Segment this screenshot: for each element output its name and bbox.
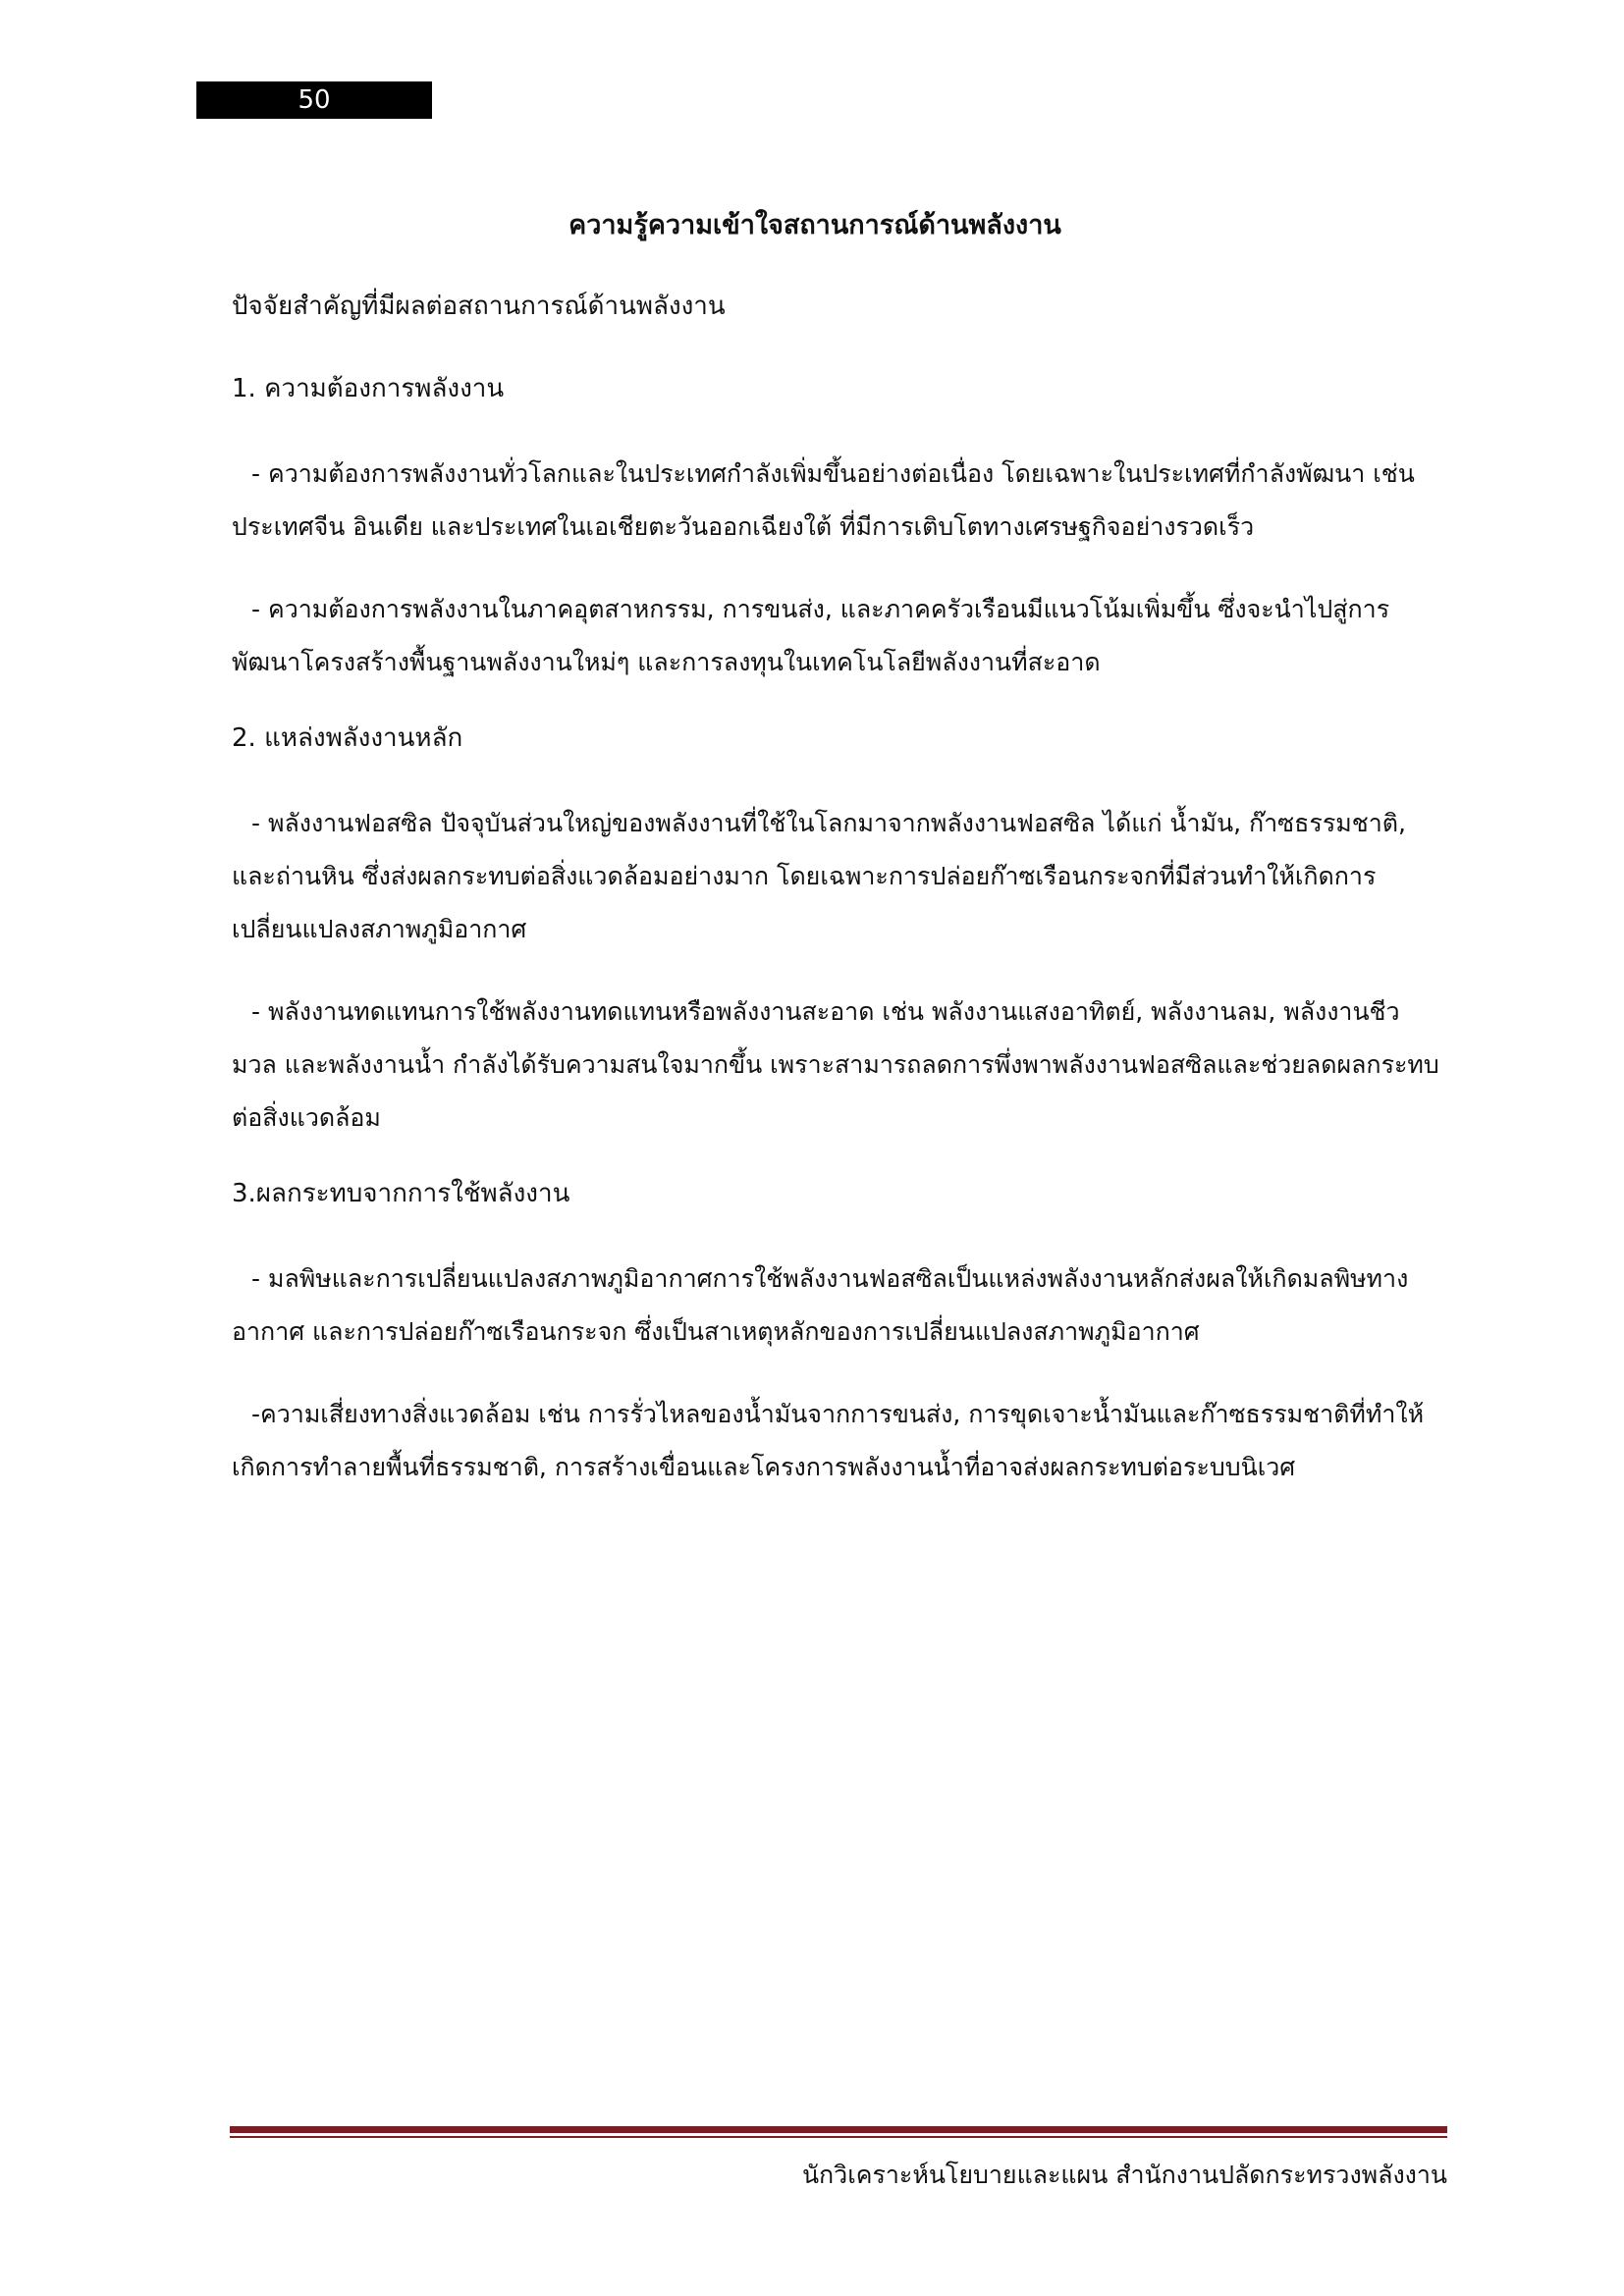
document-body xyxy=(232,287,1439,1523)
footer-rule-thick xyxy=(230,2126,1447,2133)
section-heading: 3.ผลกระทบจากการใช้พลังงาน xyxy=(232,1179,570,1208)
paragraph: -ความเสี่ยงทางสิ่งแวดล้อม เช่น การรั่วไหลของน้ำมันจากการขนส่ง, การขุดเจาะน้ำมันและก๊าซธรรมชาติที่ทำให้เกิดการทำลายพื้นที่ธรรมชาติ, การสร้างเขื่อนและโครงการพลังงานน้ำที่อาจส่งผลกระทบต่อระบบนิเวศ xyxy=(232,1400,1425,1481)
page-number-bar xyxy=(196,81,432,119)
section-main-energy-sources xyxy=(232,719,1439,1145)
section-heading: 2. แหล่งพลังงานหลัก xyxy=(232,723,463,753)
paragraph: - ความต้องการพลังงานในภาคอุตสาหกรรม, การขนส่ง, และภาคครัวเรือนมีแนวโน้มเพิ่มขึ้น ซึ่งจะนำไปสู่การพัฒนาโครงสร้างพื้นฐานพลังงานใหม่ๆ และการลงทุนในเทคโนโลยีพลังงานที่สะอาด xyxy=(232,595,1390,676)
footer-rule-thin xyxy=(230,2136,1447,2138)
paragraph: - มลพิษและการเปลี่ยนแปลงสภาพภูมิอากาศการใช้พลังงานฟอสซิลเป็นแหล่งพลังงานหลักส่งผลให้เกิดมลพิษทางอากาศ และการปล่อยก๊าซเรือนกระจก ซึ่งเป็นสาเหตุหลักของการเปลี่ยนแปลงสภาพภูมิอากาศ xyxy=(232,1264,1409,1346)
intro-text: ปัจจัยสำคัญที่มีผลต่อสถานการณ์ด้านพลังงาน xyxy=(232,292,726,321)
document-title: ความรู้ความเข้าใจสถานการณ์ด้านพลังงาน xyxy=(568,210,1061,240)
section-energy-impacts xyxy=(232,1174,1439,1494)
paragraph: - พลังงานฟอสซิล ปัจจุบันส่วนใหญ่ของพลังงานที่ใช้ในโลกมาจากพลังงานฟอสซิล ได้แก่ น้ำมัน, ก๊าซธรรมชาติ, และถ่านหิน ซึ่งส่งผลกระทบต่อสิ่งแวดล้อมอย่างมาก โดยเฉพาะการปล่อยก๊าซเรือนกระจกที่มีส่วนทำให้เกิดการเปลี่ยนแปลงสภาพภูมิอากาศ xyxy=(232,809,1406,943)
paragraph: - พลังงานทดแทนการใช้พลังงานทดแทนหรือพลังงานสะอาด เช่น พลังงานแสงอาทิตย์, พลังงานลม, พลังงานชีวมวล และพลังงานน้ำ กำลังได้รับความสนใจมากขึ้น เพราะสามารถลดการพึ่งพาพลังงานฟอสซิลและช่วยลดผลกระทบต่อสิ่งแวดล้อม xyxy=(232,997,1439,1132)
footer-text: นักวิเคราะห์นโยบายและแผน สำนักงานปลัดกระทรวงพลังงาน xyxy=(801,2161,1447,2189)
section-heading: 1. ความต้องการพลังงาน xyxy=(232,374,505,403)
page-number: 50 xyxy=(298,85,331,115)
section-energy-demand xyxy=(232,369,1439,689)
paragraph: - ความต้องการพลังงานทั่วโลกและในประเทศกำลังเพิ่มขึ้นอย่างต่อเนื่อง โดยเฉพาะในประเทศที่กำลังพัฒนา เช่น ประเทศจีน อินเดีย และประเทศในเอเชียตะวันออกเฉียงใต้ ที่มีการเติบโตทางเศรษฐกิจอย่างรวดเร็ว xyxy=(232,459,1415,541)
